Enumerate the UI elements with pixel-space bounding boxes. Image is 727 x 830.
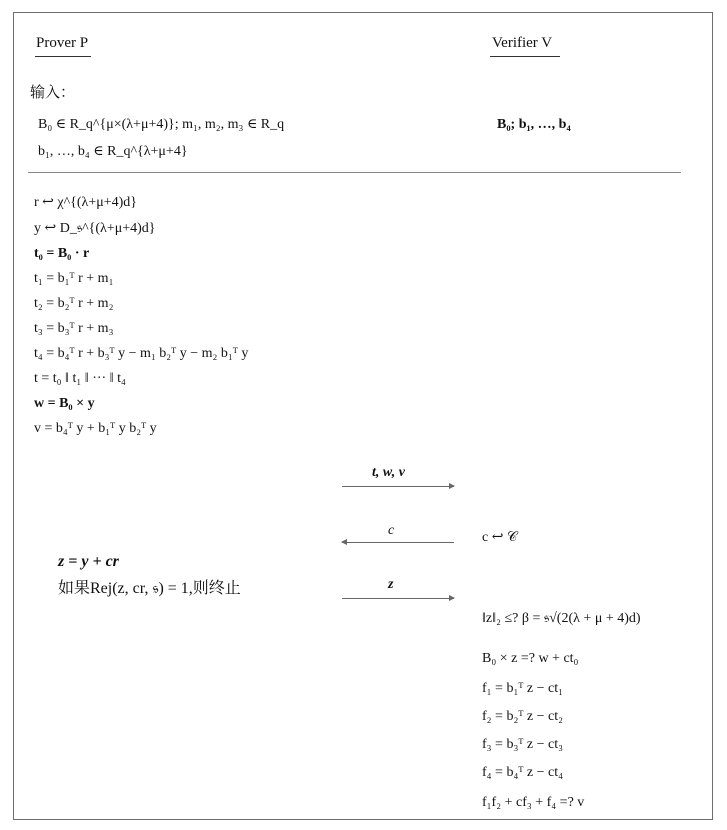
prover-header: Prover P	[36, 35, 89, 51]
input-line-2: b₁, …, b₄ ∈ R_q^{λ+μ+4}	[38, 144, 188, 159]
message-2-arrow	[342, 542, 454, 543]
challenge-sample: c ↩ 𝒞	[482, 530, 518, 545]
check-f4: f₄ = b₄ᵀ z − ct₄	[482, 765, 563, 780]
check-norm: ‖z‖₂ ≤? β = 𝔰√(2(λ + μ + 4)d)	[482, 611, 641, 626]
step-t0: t₀ = B₀ · r	[34, 246, 90, 261]
divider	[28, 172, 681, 173]
step-sample-r: r ↩ χ^{(λ+μ+4)d}	[34, 195, 138, 210]
step-t4: t₄ = b₄ᵀ r + b₃ᵀ y − m₁ b₂ᵀ y − m₂ b₁ᵀ y	[34, 346, 249, 361]
check-f3: f₃ = b₃ᵀ z − ct₃	[482, 737, 563, 752]
step-sample-y: y ↩ D_𝔰^{(λ+μ+4)d}	[34, 221, 156, 236]
input-label: 输入：	[30, 83, 76, 101]
step-t1: t₁ = b₁ᵀ r + m₁	[34, 271, 114, 286]
message-3-label: z	[388, 577, 394, 592]
step-t2: t₂ = b₂ᵀ r + m₂	[34, 296, 114, 311]
check-f1: f₁ = b₁ᵀ z − ct₁	[482, 681, 563, 696]
message-1-label: t, w, v	[372, 465, 405, 480]
message-3-arrow	[342, 598, 454, 599]
prover-header-underline	[35, 56, 91, 57]
verifier-header: Verifier V	[492, 35, 553, 51]
message-1-arrow	[342, 486, 454, 487]
protocol-frame	[13, 12, 713, 820]
input-line-1: B₀ ∈ R_q^{μ×(λ+μ+4)}; m₁, m₂, m₃ ∈ R_q	[38, 117, 285, 132]
step-t3: t₃ = b₃ᵀ r + m₃	[34, 321, 114, 336]
step-t: t = t₀ ‖ t₁ ‖ ··· ‖ t₄	[34, 371, 126, 386]
check-linear: B₀ × z =? w + ct₀	[482, 651, 579, 666]
check-f2: f₂ = b₂ᵀ z − ct₂	[482, 709, 563, 724]
check-final: f₁f₂ + cf₃ + f₄ =? v	[482, 795, 585, 810]
verifier-input: B₀; b₁, …, b₄	[497, 117, 571, 132]
step-w: w = B₀ × y	[34, 396, 95, 411]
message-2-label: c	[388, 523, 395, 538]
abort-condition: 如果Rej(z, cr, 𝔰) = 1,则终止	[58, 580, 241, 597]
response-z: z = y + cr	[58, 553, 119, 570]
verifier-header-underline	[490, 56, 560, 57]
step-v: v = b₄ᵀ y + b₁ᵀ y b₂ᵀ y	[34, 421, 157, 436]
